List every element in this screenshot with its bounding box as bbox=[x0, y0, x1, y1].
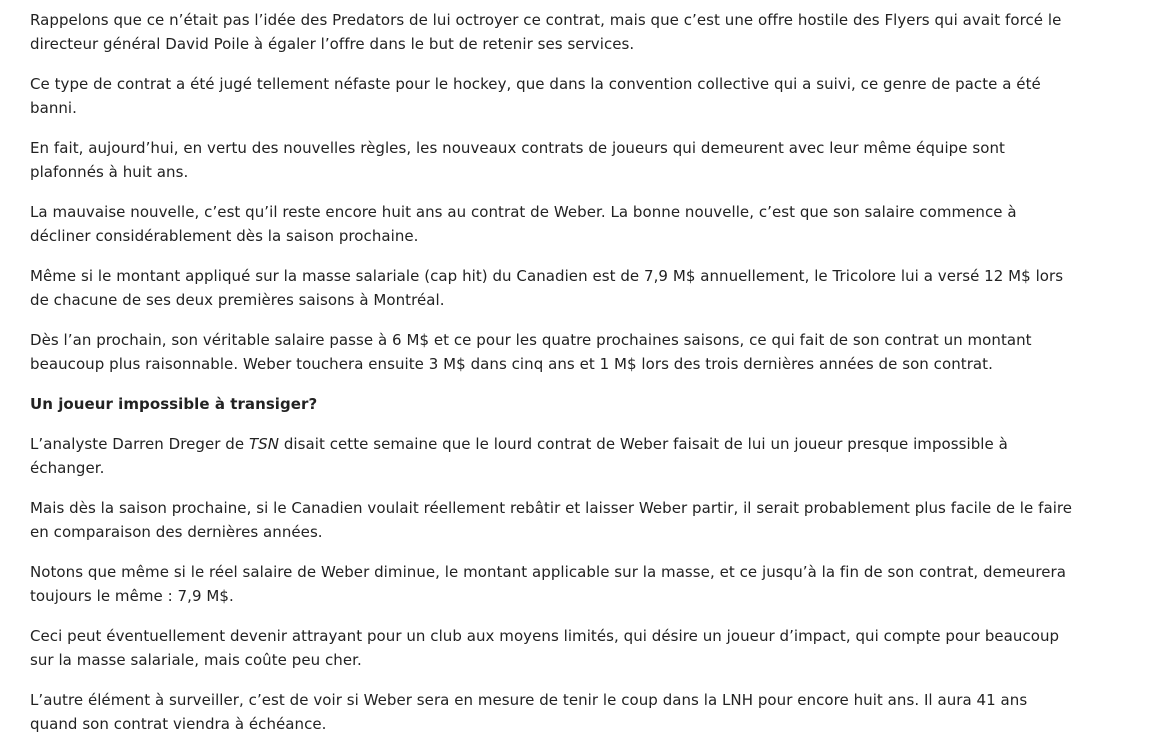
subheading-trade: Un joueur impossible à transiger? bbox=[30, 395, 318, 413]
dreger-text-after: disait cette semaine que le lourd contrat de Weber faisait de lui un joueur presque impossible à échanger. bbox=[30, 435, 1008, 477]
paragraph-salary-decline: Dès l’an prochain, son véritable salaire passe à 6 M$ et ce pour les quatre prochaines saisons, ce qui fait de son contrat un montant beaucoup plus raisonnable. Weber touchera ensuite 3 M$ dans cinq ans et 1 M$ lors des trois dernières années de son contrat. bbox=[30, 331, 1032, 373]
dreger-text-before: L’analyste Darren Dreger de bbox=[30, 435, 249, 453]
paragraph-new-rules: En fait, aujourd’hui, en vertu des nouvelles règles, les nouveaux contrats de joueurs qui demeurent avec leur même équipe sont plafonnés à huit ans. bbox=[30, 139, 1005, 181]
paragraph-attractive: Ceci peut éventuellement devenir attrayant pour un club aux moyens limités, qui désire un joueur d’impact, qui compte pour beaucoup sur la masse salariale, mais coûte peu cher. bbox=[30, 627, 1060, 669]
paragraph-predators-offer: Rappelons que ce n’était pas l’idée des Predators de lui octroyer ce contrat, mais que c’est une offre hostile des Flyers qui avait forcé le directeur général David Poile à égaler l’offre dans le but de retenir ses services. bbox=[30, 11, 1062, 53]
article-body bbox=[30, 8, 1075, 752]
paragraph-age-concern: L’autre élément à surveiller, c’est de voir si Weber sera en mesure de tenir le coup dans la LNH pour encore huit ans. Il aura 41 ans quand son contrat viendra à échéance. bbox=[30, 691, 1028, 733]
paragraph-bad-good-news: La mauvaise nouvelle, c’est qu’il reste encore huit ans au contrat de Weber. La bonne nouvelle, c’est que son salaire commence à décliner considérablement dès la saison prochaine. bbox=[30, 203, 1017, 245]
source-tsn: TSN bbox=[248, 435, 280, 453]
paragraph-rebuild: Mais dès la saison prochaine, si le Canadien voulait réellement rebâtir et laisser Weber partir, il serait probablement plus facile de le faire en comparaison des dernières années. bbox=[30, 499, 1073, 541]
paragraph-cap-hit: Même si le montant appliqué sur la masse salariale (cap hit) du Canadien est de 7,9 M$ annuellement, le Tricolore lui a versé 12 M$ lors de chacune de ses deux premières saisons à Montréal. bbox=[30, 267, 1064, 309]
paragraph-dreger bbox=[30, 432, 1075, 480]
paragraph-contract-banned: Ce type de contrat a été jugé tellement néfaste pour le hockey, que dans la convention collective qui a suivi, ce genre de pacte a été banni. bbox=[30, 75, 1041, 117]
paragraph-cap-remains: Notons que même si le réel salaire de Weber diminue, le montant applicable sur la masse, et ce jusqu’à la fin de son contrat, demeurera toujours le même : 7,9 M$. bbox=[30, 563, 1066, 605]
